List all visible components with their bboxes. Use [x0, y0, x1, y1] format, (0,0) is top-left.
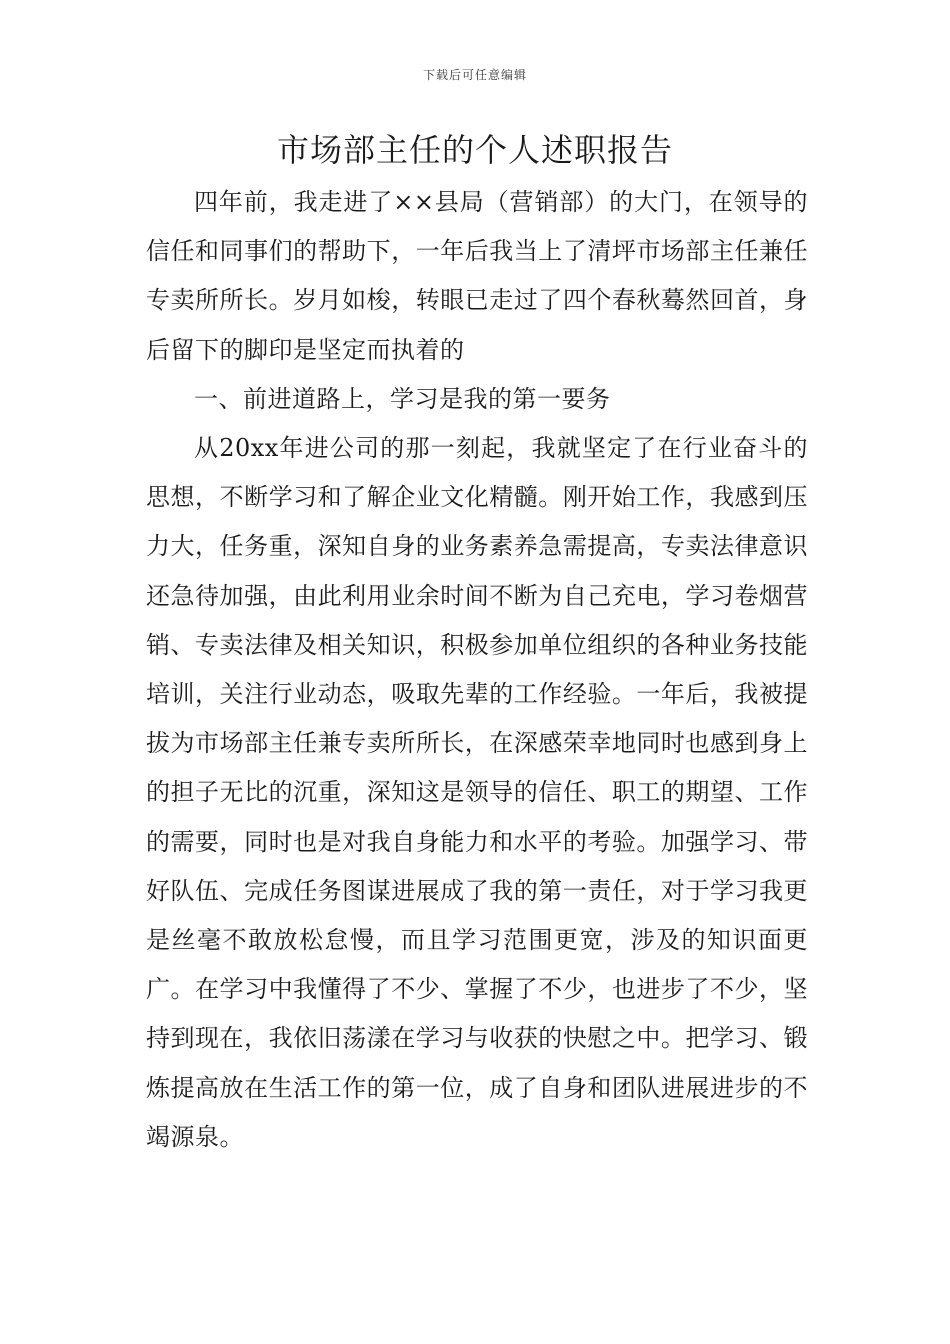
document-title: 市场部主任的个人述职报告 — [276, 131, 673, 169]
document-body — [146, 178, 808, 1162]
section-heading-1: 一、前进道路上，学习是我的第一要务 — [194, 384, 611, 413]
paragraph-intro: 四年前，我走进了××县局（营销部）的大门，在领导的信任和同事们的帮助下，一年后我当上了清坪市场部主任兼任专卖所所长。岁月如梭，转眼已走过了四个春秋蓦然回首，身后留下的脚印是坚定而执着的 — [146, 188, 808, 364]
paragraph-learning: 从20xx年进公司的那一刻起，我就坚定了在行业奋斗的思想，不断学习和了解企业文化精髓。刚开始工作，我感到压力大，任务重，深知自身的业务素养急需提高，专卖法律意识还急待加强，由此利用业余时间不断为自己充电，学习卷烟营销、专卖法律及相关知识，积极参加单位组织的各种业务技能培训，关注行业动态，吸取先辈的工作经验。一年后，我被提拔为市场部主任兼专卖所所长，在深感荣幸地同时也感到身上的担子无比的沉重，深知这是领导的信任、职工的期望、工作的需要，同时也是对我自身能力和水平的考验。加强学习、带好队伍、完成任务图谋进展成了我的第一责任，对于学习我更是丝毫不敢放松怠慢，而且学习范围更宽，涉及的知识面更广。在学习中我懂得了不少、掌握了不少，也进步了不少，坚持到现在，我依旧荡漾在学习与收获的快慰之中。把学习、锻炼提高放在生活工作的第一位，成了自身和团队进展进步的不竭源泉。 — [146, 434, 808, 1151]
page-header-note: 下载后可任意编辑 — [422, 68, 527, 82]
